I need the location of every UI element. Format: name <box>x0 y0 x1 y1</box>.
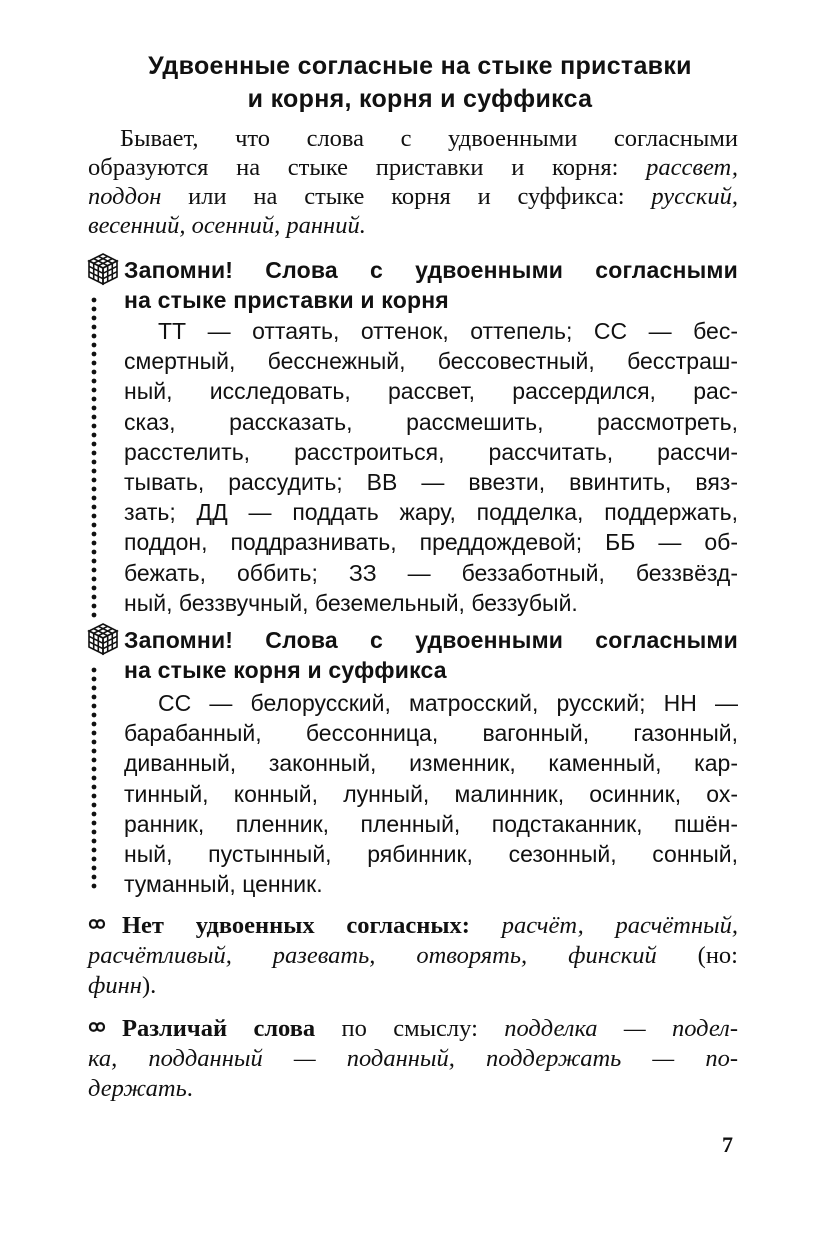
rule-2-line: тинный, конный, лунный, малинник, осинник, ох- <box>124 780 738 807</box>
margin-dot <box>92 361 97 366</box>
margin-dot <box>92 812 97 817</box>
margin-dot <box>92 866 97 871</box>
margin-dot <box>92 469 97 474</box>
rule-2-line: туманный, ценник. <box>124 871 323 898</box>
margin-dot <box>92 577 97 582</box>
margin-dot <box>92 758 97 763</box>
margin-dot <box>92 325 97 330</box>
intro-line-1: Бывает, что слова с удвоенными согласными <box>120 125 738 152</box>
rule-2-line: ранник, пленник, пленный, подстаканник, пшён- <box>124 810 738 837</box>
margin-dot <box>92 740 97 745</box>
margin-dot <box>92 803 97 808</box>
margin-dot <box>92 334 97 339</box>
margin-dot <box>92 505 97 510</box>
margin-dot <box>92 767 97 772</box>
margin-dot <box>92 668 97 673</box>
rule-1-line: бежать, оббить; ЗЗ — беззаботный, беззвёзд- <box>124 559 738 586</box>
infinity-icon <box>88 1020 122 1034</box>
margin-dot <box>92 415 97 420</box>
margin-dot <box>92 884 97 889</box>
rule-1-line: зать; ДД — поддать жару, подделка, поддержать, <box>124 499 738 526</box>
rule-1-word-list <box>124 316 738 618</box>
note-1-text: ). <box>141 972 157 999</box>
margin-dot <box>92 776 97 781</box>
note-2-text: . <box>186 1075 193 1102</box>
example-words: расчётливый, разевать, отворять, финский <box>88 942 657 969</box>
margin-dot <box>92 695 97 700</box>
rule-1-line: расстелить, расстроиться, рассчитать, рассчи- <box>124 438 738 465</box>
margin-dot <box>92 875 97 880</box>
margin-dot <box>92 514 97 519</box>
margin-dot <box>92 848 97 853</box>
rule-2-word-list <box>124 688 738 899</box>
margin-dot <box>92 397 97 402</box>
rule-2-heading <box>124 625 738 685</box>
margin-dot <box>92 298 97 303</box>
margin-dot <box>92 731 97 736</box>
note-1-line-2 <box>88 941 738 971</box>
note-distinguish-words <box>88 1014 738 1104</box>
dotted-margin-line <box>91 666 97 890</box>
margin-dot <box>92 352 97 357</box>
note-1-line-1 <box>88 911 738 941</box>
note-2-line-3 <box>88 1074 738 1104</box>
margin-dot <box>92 478 97 483</box>
note-2-text: по смыслу: <box>315 1015 505 1042</box>
margin-dot <box>92 568 97 573</box>
rule-1-heading <box>124 255 738 315</box>
margin-dot <box>92 424 97 429</box>
margin-dot <box>92 550 97 555</box>
example-word: финн <box>88 972 142 999</box>
rubik-cube-icon <box>86 252 120 286</box>
intro-paragraph <box>88 124 738 240</box>
note-no-double-consonants <box>88 911 738 1001</box>
rule-1-line: тывать, рассудить; ВВ — ввезти, ввинтить, вяз- <box>124 469 738 496</box>
intro-line-4: весенний, осенний, ранний. <box>88 212 366 239</box>
margin-dot <box>92 595 97 600</box>
rule-2-heading-line-2: на стыке корня и суффикса <box>124 657 447 683</box>
margin-dot <box>92 316 97 321</box>
margin-dot <box>92 451 97 456</box>
margin-dot <box>92 613 97 618</box>
example-word: русский, <box>651 183 738 210</box>
page-title <box>70 50 770 116</box>
example-word: рассвет, <box>646 154 738 181</box>
margin-dot <box>92 370 97 375</box>
margin-dot <box>92 713 97 718</box>
dotted-margin-line <box>91 296 97 618</box>
example-word: держать <box>88 1075 187 1102</box>
margin-dot <box>92 541 97 546</box>
margin-dot <box>92 677 97 682</box>
page-number: 7 <box>722 1132 733 1157</box>
margin-dot <box>92 442 97 447</box>
margin-dot <box>92 388 97 393</box>
note-1-text: (но: <box>656 942 738 969</box>
margin-dot <box>92 379 97 384</box>
rule-1-line: ный, исследовать, рассвет, рассердился, рас- <box>124 378 738 405</box>
margin-dot <box>92 406 97 411</box>
margin-dot <box>92 857 97 862</box>
margin-dot <box>92 343 97 348</box>
rule-1-heading-line-1: Запомни! Слова с удвоенными согласными <box>124 257 738 283</box>
rubik-cube-icon <box>86 622 120 656</box>
note-1-line-3 <box>88 971 738 1001</box>
example-words: расчёт, расчётный, <box>469 912 738 939</box>
margin-dot <box>92 460 97 465</box>
example-word: поддон <box>88 183 162 210</box>
margin-dot <box>92 749 97 754</box>
margin-dot <box>92 433 97 438</box>
title-line-2: и корня, корня и суффикса <box>247 85 593 113</box>
margin-dot <box>92 496 97 501</box>
intro-line-2 <box>88 153 738 182</box>
margin-dot <box>92 821 97 826</box>
intro-text: или на стыке корня и суффикса: <box>161 183 652 210</box>
margin-dot <box>92 722 97 727</box>
margin-dot <box>92 532 97 537</box>
rule-1-heading-line-2: на стыке приставки и корня <box>124 287 449 313</box>
rule-1-line: поддон, поддразнивать, преддождевой; ББ — об- <box>124 529 738 556</box>
note-2-label: Различай слова <box>122 1015 316 1042</box>
rule-1-line: сказ, рассказать, рассмешить, рассмотреть, <box>124 408 738 435</box>
rule-2-line: барабанный, бессонница, вагонный, газонный, <box>124 720 738 747</box>
margin-dot <box>92 604 97 609</box>
infinity-icon <box>88 917 122 931</box>
note-2-line-2: ка, подданный — поданный, поддержать — по- <box>88 1045 738 1072</box>
margin-dot <box>92 307 97 312</box>
intro-line-3 <box>88 182 738 211</box>
title-line-1: Удвоенные согласные на стыке приставки <box>148 52 692 80</box>
margin-dot <box>92 704 97 709</box>
margin-dot <box>92 686 97 691</box>
rule-2-line: СС — белорусский, матросский, русский; НН — <box>158 690 738 716</box>
rule-1-line: ТТ — оттаять, оттенок, оттепель; СС — бес- <box>158 318 738 344</box>
margin-dot <box>92 839 97 844</box>
note-1-label: Нет удвоенных согласных: <box>122 912 470 939</box>
margin-dot <box>92 559 97 564</box>
rule-1-line: ный, беззвучный, беземельный, беззубый. <box>124 589 578 616</box>
margin-dot <box>92 523 97 528</box>
rule-2-line: ный, пустынный, рябинник, сезонный, сонный, <box>124 841 738 868</box>
margin-dot <box>92 794 97 799</box>
rule-1-line: смертный, бесснежный, бессовестный, бесстраш- <box>124 348 738 375</box>
note-2-line-1 <box>88 1014 738 1044</box>
margin-dot <box>92 785 97 790</box>
rule-2-line: диванный, законный, изменник, каменный, кар- <box>124 750 738 777</box>
intro-text: образуются на стыке приставки и корня: <box>88 154 647 181</box>
margin-dot <box>92 586 97 591</box>
example-words: подделка — подел- <box>504 1015 738 1042</box>
margin-dot <box>92 487 97 492</box>
margin-dot <box>92 830 97 835</box>
rule-2-heading-line-1: Запомни! Слова с удвоенными согласными <box>124 627 738 653</box>
